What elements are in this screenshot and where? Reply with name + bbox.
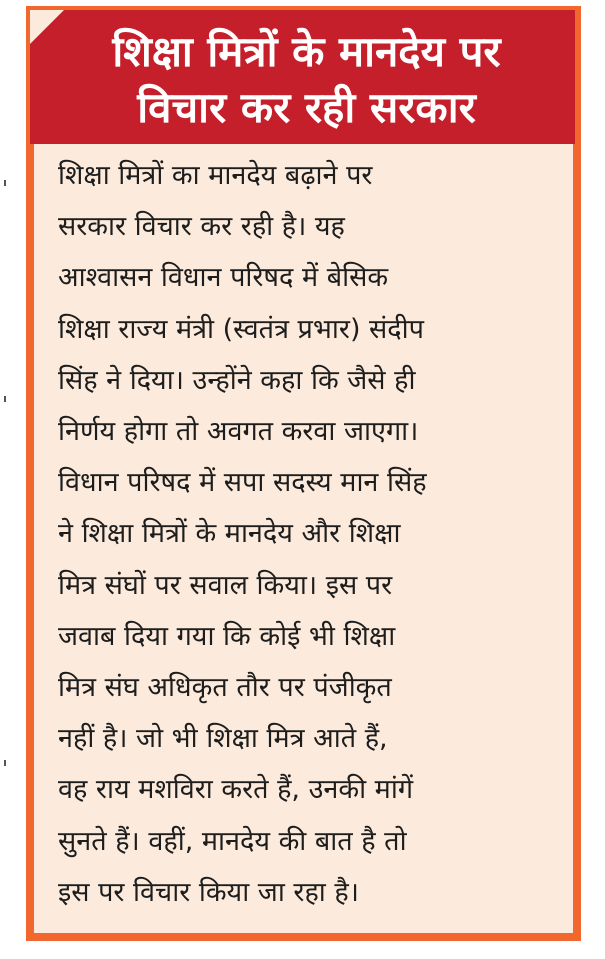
body-line: विधान परिषद में सपा सदस्य मान सिंह: [58, 467, 427, 499]
body-line: निर्णय होगा तो अवगत करवा जाएगा।: [58, 416, 419, 448]
headline-line-2: विचार कर रही सरकार: [137, 83, 476, 132]
body-line: सुनते हैं। वहीं, मानदेय की बात है तो: [58, 825, 407, 857]
headline-banner: [30, 10, 575, 144]
body-line: शिक्षा राज्य मंत्री (स्वतंत्र प्रभार) संदीप: [58, 313, 424, 345]
body-line: मित्र संघ अधिकृत तौर पर पंजीकृत: [58, 672, 392, 704]
body-line: इस पर विचार किया जा रहा है।: [58, 876, 359, 908]
body-line: नहीं है। जो भी शिक्षा मित्र आते हैं,: [58, 723, 388, 755]
margin-mark: [4, 760, 6, 766]
body-line: सिंह ने दिया। उन्होंने कहा कि जैसे ही: [58, 364, 416, 396]
body-line: आश्वासन विधान परिषद में बेसिक: [58, 262, 389, 294]
article-body: [58, 150, 558, 918]
body-line: मित्र संघों पर सवाल किया। इस पर: [58, 569, 393, 601]
margin-mark: [4, 396, 6, 402]
body-line: ने शिक्षा मित्रों के मानदेय और शिक्षा: [58, 518, 401, 550]
margin-mark: [4, 180, 6, 186]
body-line: शिक्षा मित्रों का मानदेय बढ़ाने पर: [58, 160, 373, 191]
headline-line-1: शिक्षा मित्रों के मानदेय पर: [112, 27, 501, 76]
body-line: वह राय मशविरा करते हैं, उनकी मांगें: [58, 774, 414, 806]
body-line: सरकार विचार कर रही है। यह: [58, 211, 345, 243]
body-line: जवाब दिया गया कि कोई भी शिक्षा: [58, 620, 396, 652]
